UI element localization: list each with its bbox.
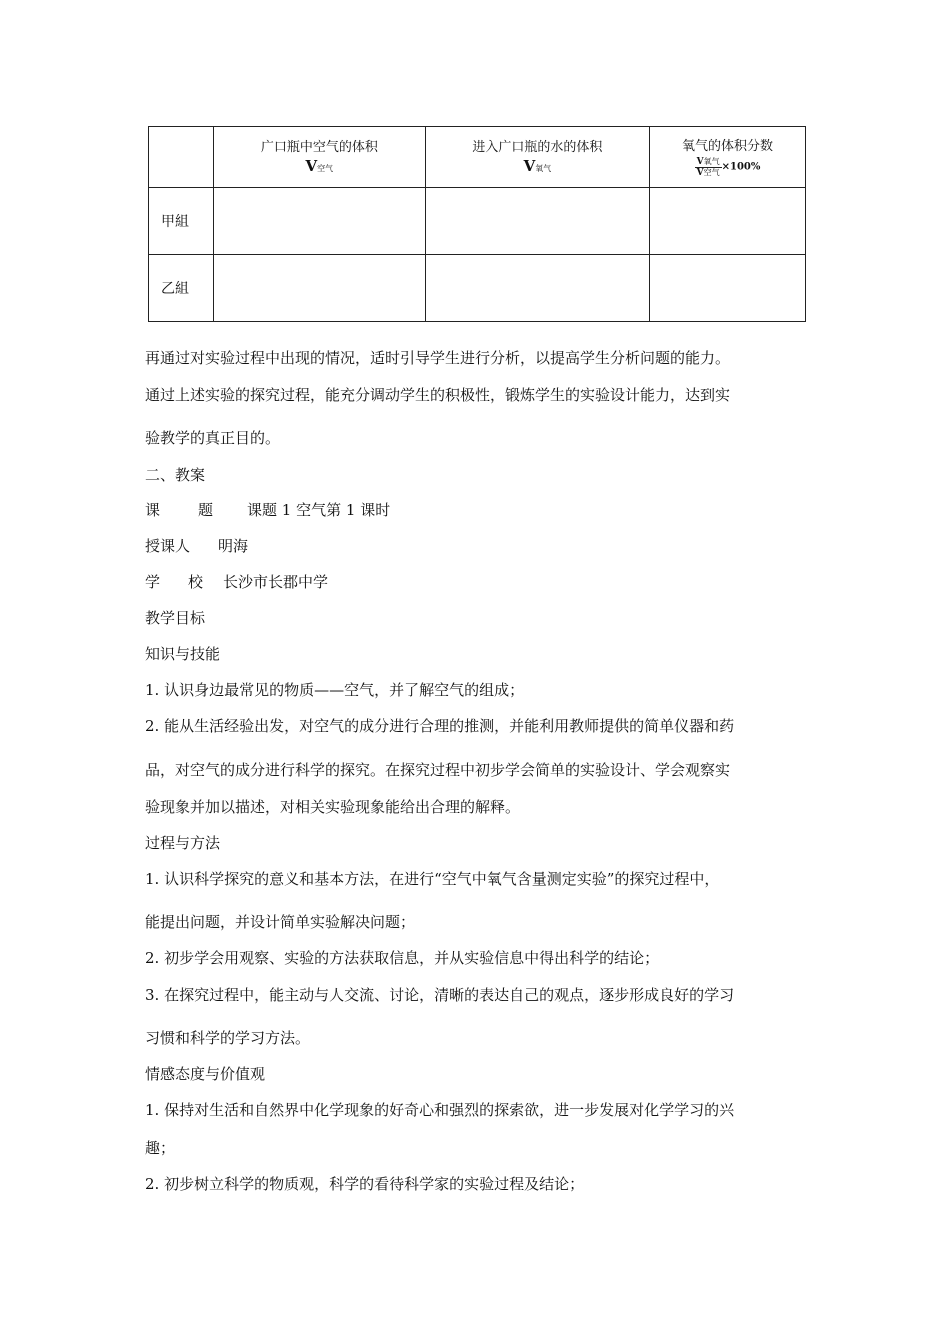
list-item: 2. 初步树立科学的物质观，科学的看待科学家的实验过程及结论；	[145, 1175, 585, 1193]
table-cell	[650, 188, 806, 255]
topic-line: 课 题 课题 1 空气第 1 课时	[145, 501, 391, 519]
table-cell	[425, 255, 649, 322]
header-water-volume: 进入广口瓶的水的体积 V氧气	[425, 127, 649, 188]
list-item: 2. 初步学会用观察、实验的方法获取信息，并从实验信息中得出科学的结论；	[145, 949, 660, 967]
section-heading: 二、教案	[145, 466, 206, 484]
teacher-line: 授课人 明海	[145, 537, 249, 555]
table-cell	[425, 188, 649, 255]
school-line: 学 校 长沙市长郡中学	[145, 573, 329, 591]
paragraph-line: 再通过对实验过程中出现的情况，适时引导学生进行分析，以提高学生分析问题的能力。	[145, 349, 731, 367]
list-item-cont: 趣；	[145, 1139, 176, 1157]
oxygen-fraction-formula: $\frac{\text{V氧气}}{\text{V空气}}$ ×100%	[696, 156, 761, 178]
header-oxygen-fraction: 氧气的体积分数 $\frac{\text{V氧气}}{\text{V空气}}$ ×100%	[650, 127, 806, 188]
list-item-cont: 习惯和科学的学习方法。	[145, 1029, 311, 1047]
oxygen-volume-symbol: V氧气	[523, 156, 552, 175]
subheading: 过程与方法	[145, 834, 221, 852]
table-row	[149, 255, 806, 322]
list-item: 1. 认识科学探究的意义和基本方法，在进行“空气中氧气含量测定实验”的探究过程中，	[145, 870, 720, 888]
list-item-cont: 能提出问题，并设计简单实验解决问题；	[145, 913, 416, 931]
table-corner-cell	[149, 127, 214, 188]
air-volume-symbol: V空气	[305, 156, 334, 175]
table-cell	[650, 255, 806, 322]
table-cell	[213, 255, 425, 322]
subheading: 知识与技能	[145, 645, 221, 663]
subheading: 教学目标	[145, 609, 206, 627]
paragraph-line: 验教学的真正目的。	[145, 429, 281, 447]
list-item: 3. 在探究过程中，能主动与人交流、讨论，清晰的表达自己的观点，逐步形成良好的学习	[145, 986, 735, 1004]
row-label-group-b: 乙組	[149, 255, 214, 322]
table-header-row	[149, 127, 806, 188]
list-item: 1. 认识身边最常见的物质——空气，并了解空气的组成；	[145, 681, 525, 699]
subheading: 情感态度与价值观	[145, 1065, 266, 1083]
header-air-volume: 广口瓶中空气的体积 V空气	[213, 127, 425, 188]
table-cell	[213, 188, 425, 255]
paragraph-line: 通过上述实验的探究过程，能充分调动学生的积极性，锻炼学生的实验设计能力，达到实	[145, 386, 731, 404]
oxygen-volume-table	[148, 126, 806, 322]
list-item: 1. 保持对生活和自然界中化学现象的好奇心和强烈的探索欲，进一步发展对化学学习的兴	[145, 1101, 735, 1119]
list-item-cont: 验现象并加以描述，对相关实验现象能给出合理的解释。	[145, 798, 521, 816]
row-label-group-a: 甲組	[149, 188, 214, 255]
list-item: 2. 能从生活经验出发，对空气的成分进行合理的推测，并能利用教师提供的简单仪器和药	[145, 717, 735, 735]
list-item-cont: 品，对空气的成分进行科学的探究。在探究过程中初步学会简单的实验设计、学会观察实	[145, 761, 731, 779]
table-row	[149, 188, 806, 255]
